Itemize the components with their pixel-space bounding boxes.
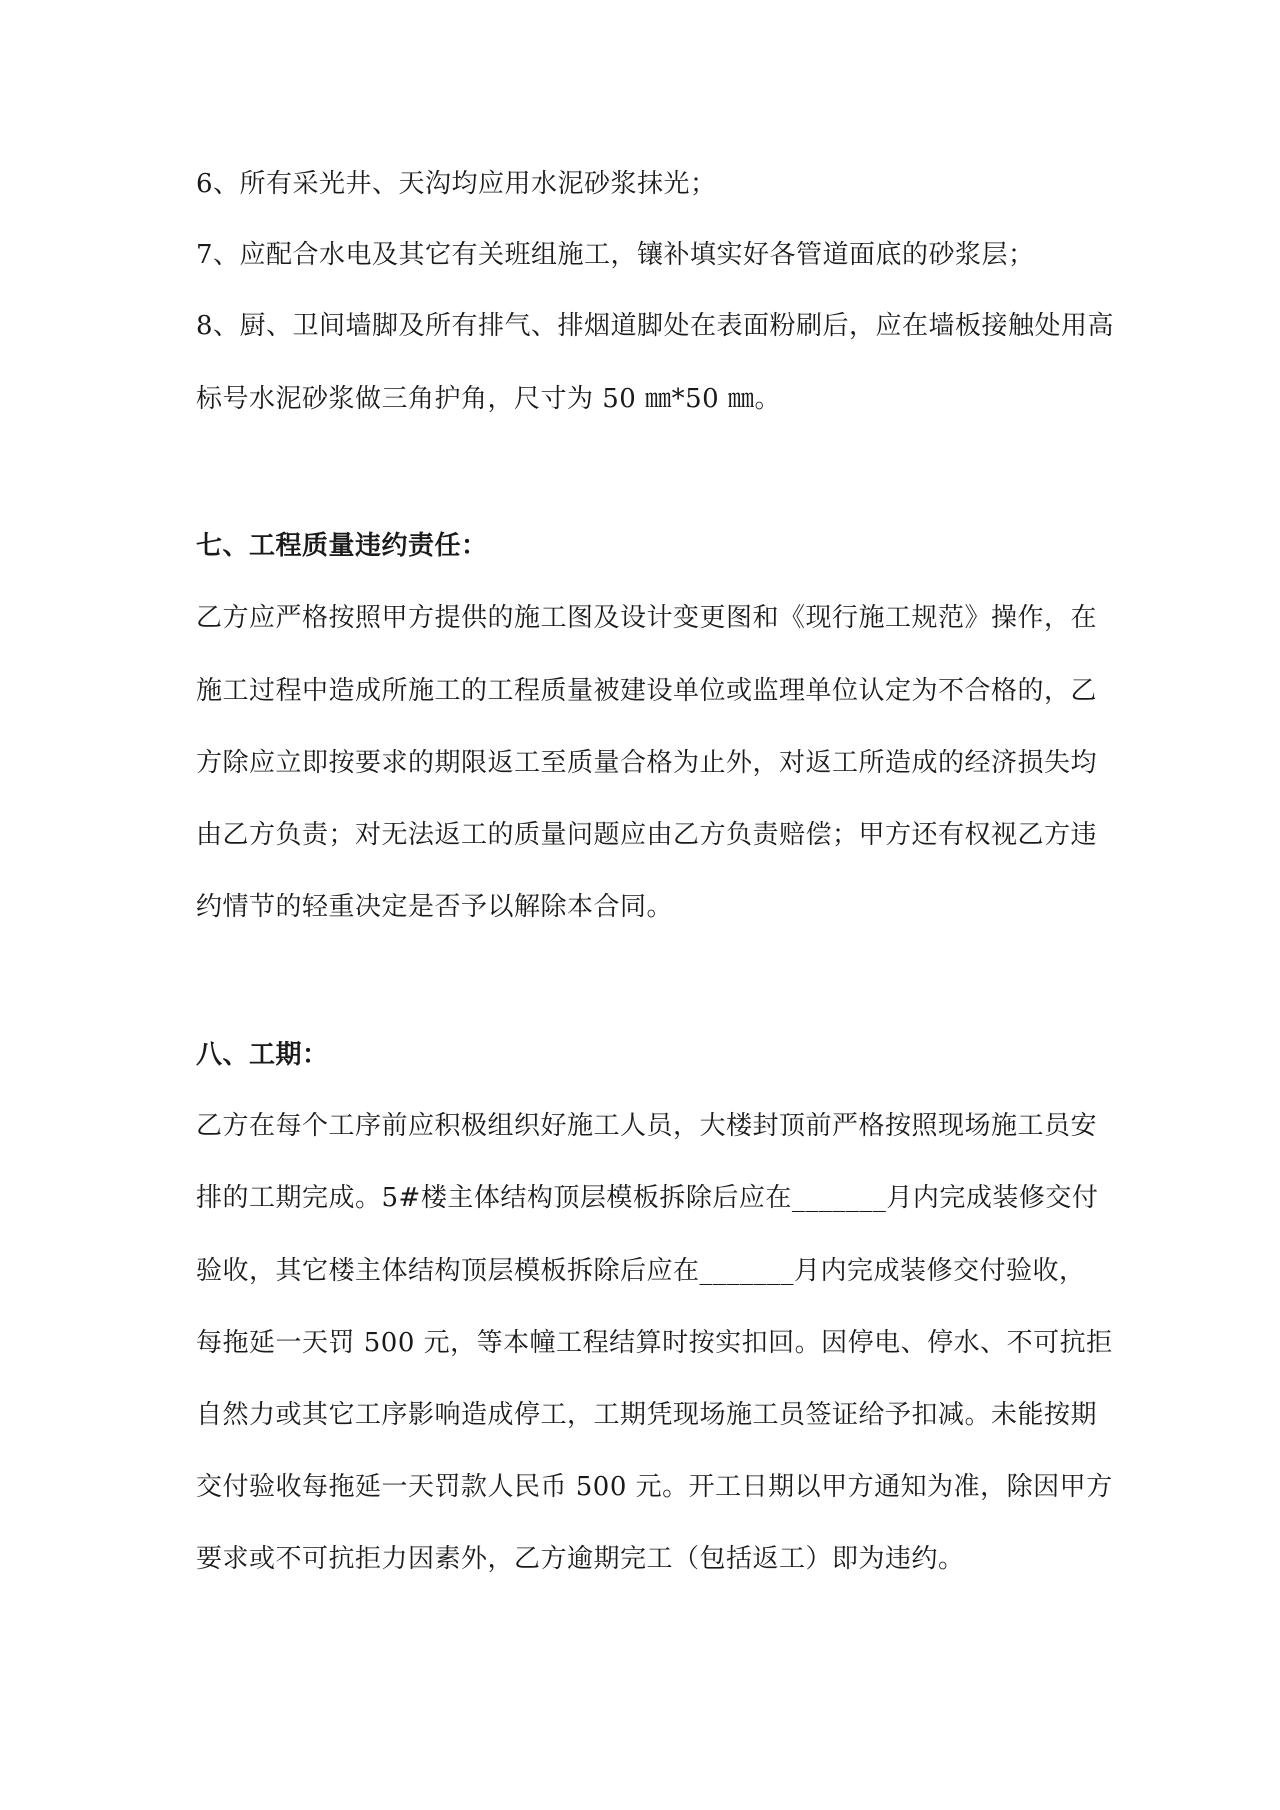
section-7-line-3: 方除应立即按要求的期限返工至质量合格为止外，对返工所造成的经济损失均 [196,748,1098,778]
section-8-line-5: 自然力或其它工序影响造成停工，工期凭现场施工员签证给予扣减。未能按期 [196,1400,1098,1430]
section-8-line-1: 乙方在每个工序前应积极组织好施工人员，大楼封顶前严格按照现场施工员安 [196,1111,1098,1141]
item-6: 6、所有采光井、天沟均应用水泥砂浆抹光； [196,169,717,199]
section-7-line-4: 由乙方负责；对无法返工的质量问题应由乙方负责赔偿；甲方还有权视乙方违 [196,820,1098,850]
section-8-heading: 八、工期： [196,1040,329,1070]
section-8-line-2: 排的工期完成。5#楼主体结构顶层模板拆除后应在_______月内完成装修交付 [196,1183,1099,1213]
item-8-line-2: 标号水泥砂浆做三角护角，尺寸为 50 ㎜*50 ㎜。 [196,384,781,414]
section-7-line-2: 施工过程中造成所施工的工程质量被建设单位或监理单位认定为不合格的，乙 [196,676,1098,706]
item-7: 7、应配合水电及其它有关班组施工，镶补填实好各管道面底的砂浆层； [196,240,1035,270]
item-8-line-1: 8、厨、卫间墙脚及所有排气、排烟道脚处在表面粉刷后，应在墙板接触处用高 [196,311,1115,341]
section-8-line-3: 验收，其它楼主体结构顶层模板拆除后应在_______月内完成装修交付验收， [196,1256,1086,1286]
section-8-line-4: 每拖延一天罚 500 元，等本幢工程结算时按实扣回。因停电、停水、不可抗拒 [196,1328,1113,1358]
section-8-line-6: 交付验收每拖延一天罚款人民币 500 元。开工日期以甲方通知为准，除因甲方 [196,1472,1113,1502]
section-7-line-1: 乙方应严格按照甲方提供的施工图及设计变更图和《现行施工规范》操作，在 [196,603,1098,633]
section-7-line-5: 约情节的轻重决定是否予以解除本合同。 [196,892,674,922]
section-8-line-7: 要求或不可抗拒力因素外，乙方逾期完工（包括返工）即为违约。 [196,1544,965,1574]
section-7-heading: 七、工程质量违约责任： [196,531,488,561]
